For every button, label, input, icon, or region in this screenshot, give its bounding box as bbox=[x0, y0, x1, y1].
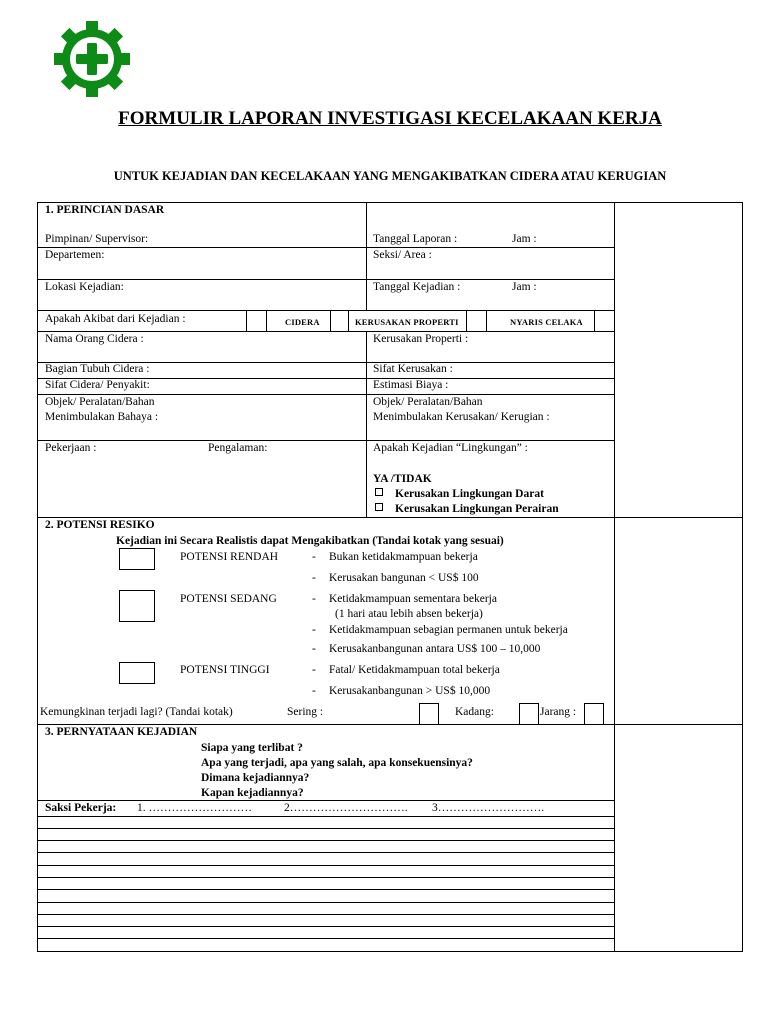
section-area-label: Seksi/ Area : bbox=[373, 249, 432, 261]
injured-name-label: Nama Orang Cidera : bbox=[45, 333, 144, 345]
environment-question-label: Apakah Kejadian “Lingkungan” : bbox=[373, 442, 528, 454]
question-where: Dimana kejadiannya? bbox=[201, 772, 310, 784]
checkbox-potensi-rendah[interactable] bbox=[119, 548, 155, 570]
property-damage-label: Kerusakan Properti : bbox=[373, 333, 469, 345]
sedang-item-2: Ketidakmampuan sebagian permanen untuk bekerja bbox=[329, 624, 568, 636]
sometimes-label: Kadang: bbox=[455, 706, 494, 718]
incident-location-label: Lokasi Kejadian: bbox=[45, 281, 124, 293]
option-cidera-label: CIDERA bbox=[285, 317, 320, 327]
checkbox-potensi-tinggi[interactable] bbox=[119, 662, 155, 684]
question-what: Apa yang terjadi, apa yang salah, apa konsekuensinya? bbox=[201, 757, 473, 769]
potensi-sedang-label: POTENSI SEDANG bbox=[180, 593, 277, 605]
section-3-heading: 3. PERNYATAAN KEJADIAN bbox=[45, 726, 198, 738]
sedang-item-1-note: (1 hari atau lebih absen bekerja) bbox=[335, 608, 483, 620]
witness-3-field[interactable]: 3………………………. bbox=[432, 802, 545, 814]
consequence-label: Apakah Akibat dari Kejadian : bbox=[45, 313, 186, 325]
damage-nature-label: Sifat Kerusakan : bbox=[373, 363, 453, 375]
dash: - bbox=[312, 685, 316, 697]
tinggi-item-2: Kerusakanbangunan > US$ 10,000 bbox=[329, 685, 491, 697]
dash: - bbox=[312, 664, 316, 676]
dash: - bbox=[312, 572, 316, 584]
recurrence-label: Kemungkinan terjadi lagi? (Tandai kotak) bbox=[40, 706, 233, 718]
section-1-heading: 1. PERINCIAN DASAR bbox=[45, 204, 165, 216]
checkbox-icon[interactable] bbox=[375, 503, 383, 511]
rarely-label: Jarang : bbox=[540, 706, 577, 718]
dash: - bbox=[312, 551, 316, 563]
page-subtitle: UNTUK KEJADIAN DAN KECELAKAAN YANG MENGAKIBATKAN CIDERA ATAU KERUGIAN bbox=[113, 169, 667, 183]
land-damage-option[interactable] bbox=[375, 488, 544, 500]
supervisor-label: Pimpinan/ Supervisor: bbox=[45, 233, 149, 245]
checkbox-cidera[interactable] bbox=[247, 311, 266, 331]
section-2-heading: 2. POTENSI RESIKO bbox=[45, 519, 155, 531]
report-time-label: Jam : bbox=[512, 233, 537, 245]
dash: - bbox=[312, 593, 316, 605]
option-nyaris-celaka-label: NYARIS CELAKA bbox=[510, 317, 583, 327]
witness-2-field[interactable]: 2…………………………. bbox=[284, 802, 408, 814]
water-damage-label: Kerusakan Lingkungan Perairan bbox=[395, 503, 559, 515]
injury-nature-label: Sifat Cidera/ Penyakit: bbox=[45, 379, 150, 391]
witness-label: Saksi Pekerja: bbox=[45, 802, 117, 814]
checkbox-nyaris-celaka[interactable] bbox=[467, 311, 486, 331]
tinggi-item-1: Fatal/ Ketidakmampuan total bekerja bbox=[329, 664, 500, 676]
option-kerusakan-properti-label: KERUSAKAN PROPERTI bbox=[355, 317, 459, 327]
hazard-object-label-1: Objek/ Peralatan/Bahan bbox=[45, 396, 155, 408]
checkbox-kerusakan-properti[interactable] bbox=[331, 311, 348, 331]
experience-label: Pengalaman: bbox=[208, 442, 268, 454]
rendah-item-1: Bukan ketidakmampuan bekerja bbox=[329, 551, 478, 563]
dash: - bbox=[312, 643, 316, 655]
damage-object-label-2: Menimbulakan Kerusakan/ Kerugian : bbox=[373, 411, 550, 423]
rendah-item-2: Kerusakan bangunan < US$ 100 bbox=[329, 572, 479, 584]
land-damage-label: Kerusakan Lingkungan Darat bbox=[395, 488, 544, 500]
body-part-label: Bagian Tubuh Cidera : bbox=[45, 363, 150, 375]
question-who: Siapa yang terlibat ? bbox=[201, 742, 303, 754]
checkbox-jarang[interactable] bbox=[584, 703, 604, 725]
job-label: Pekerjaan : bbox=[45, 442, 97, 454]
question-when: Kapan kejadiannya? bbox=[201, 787, 304, 799]
cost-estimate-label: Estimasi Biaya : bbox=[373, 379, 449, 391]
often-label: Sering : bbox=[287, 706, 324, 718]
checkbox-sering[interactable] bbox=[419, 703, 439, 725]
yes-no-label: YA /TIDAK bbox=[373, 473, 432, 485]
sedang-item-3: Kerusakanbangunan antara US$ 100 – 10,000 bbox=[329, 643, 541, 655]
checkbox-icon[interactable] bbox=[375, 488, 383, 496]
risk-instruction: Kejadian ini Secara Realistis dapat Mengakibatkan (Tandai kotak yang sesuai) bbox=[116, 535, 504, 547]
damage-object-label-1: Objek/ Peralatan/Bahan bbox=[373, 396, 483, 408]
page-title: FORMULIR LAPORAN INVESTIGASI KECELAKAAN KERJA bbox=[118, 108, 662, 129]
report-date-label: Tanggal Laporan : bbox=[373, 233, 458, 245]
potensi-tinggi-label: POTENSI TINGGI bbox=[180, 664, 270, 676]
green-cross-gear-logo-icon bbox=[50, 20, 134, 98]
hazard-object-label-2: Menimbulakan Bahaya : bbox=[45, 411, 159, 423]
department-label: Departemen: bbox=[45, 249, 105, 261]
incident-time-label: Jam : bbox=[512, 281, 537, 293]
potensi-rendah-label: POTENSI RENDAH bbox=[180, 551, 279, 563]
dash: - bbox=[312, 624, 316, 636]
checkbox-kadang[interactable] bbox=[519, 703, 539, 725]
checkbox-potensi-sedang[interactable] bbox=[119, 590, 155, 622]
incident-date-label: Tanggal Kejadian : bbox=[373, 281, 461, 293]
sedang-item-1: Ketidakmampuan sementara bekerja bbox=[329, 593, 497, 605]
water-damage-option[interactable] bbox=[375, 503, 559, 515]
witness-1-field[interactable]: 1. ……………………… bbox=[137, 802, 252, 814]
